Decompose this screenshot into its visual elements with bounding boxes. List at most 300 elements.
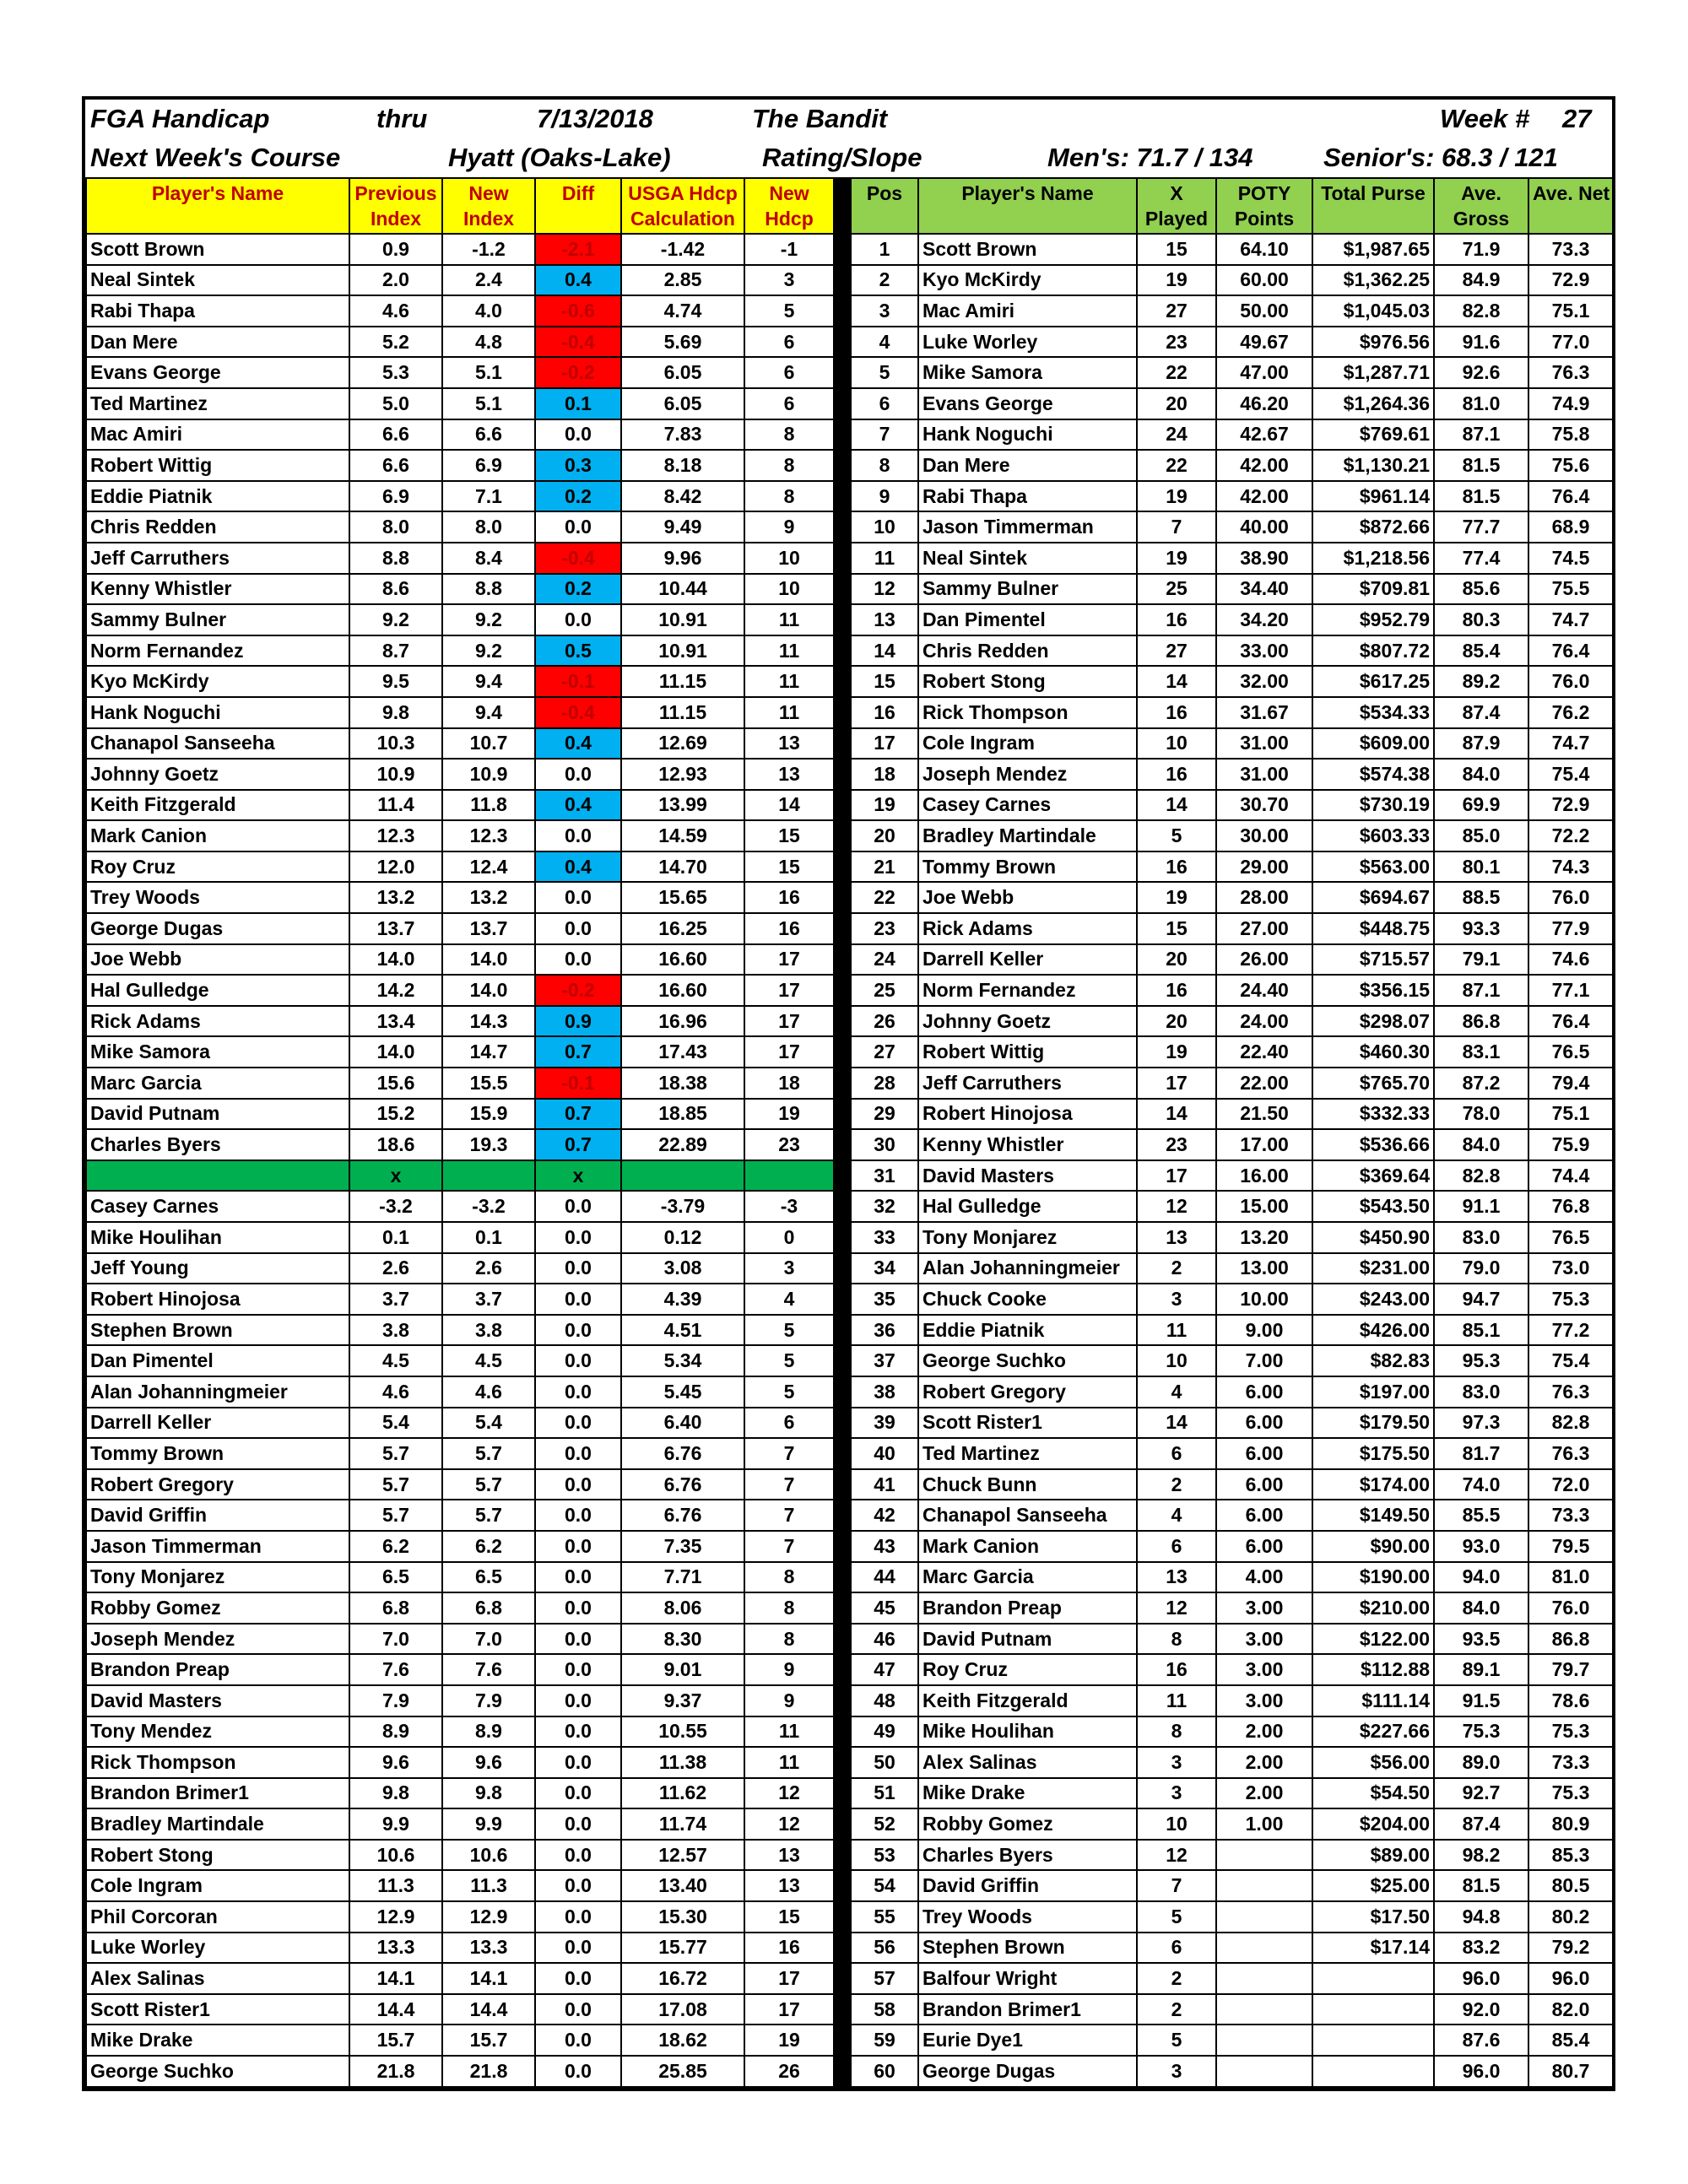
cell-usga-calc: 16.60: [621, 975, 744, 1006]
handicap-sheet: [82, 96, 1615, 2091]
cell-rounds-played: 15: [1137, 913, 1216, 944]
table-row: [86, 882, 1613, 913]
cell-previous-index: 15.2: [349, 1099, 442, 1130]
cell-pos: 35: [851, 1284, 918, 1315]
column-separator: [834, 1099, 851, 1130]
cell-player-name: Scott Brown: [918, 234, 1137, 265]
cell-new-hdcp: 15: [744, 851, 834, 883]
cell-player-name: Kenny Whistler: [86, 574, 349, 605]
column-separator: [834, 1191, 851, 1222]
cell-new-hdcp: 17: [744, 1994, 834, 2025]
cell-avg-gross: 81.7: [1434, 1438, 1528, 1469]
cell-player-name: Chris Redden: [918, 635, 1137, 667]
cell-avg-gross: 91.6: [1434, 327, 1528, 358]
cell-previous-index: 5.7: [349, 1469, 442, 1500]
cell-diff: 0.2: [535, 574, 621, 605]
cell-usga-calc: 6.40: [621, 1408, 744, 1439]
cell-new-hdcp: 8: [744, 1592, 834, 1624]
column-separator: [834, 1994, 851, 2025]
cell-new-index: 14.7: [442, 1036, 535, 1068]
cell-new-hdcp: 16: [744, 882, 834, 913]
cell-player-name: Robert Wittig: [86, 450, 349, 481]
cell-pos: 31: [851, 1160, 918, 1192]
cell-poty-points: 42.67: [1216, 419, 1312, 451]
cell-rounds-played: 3: [1137, 2056, 1216, 2087]
cell-total-purse: $543.50: [1312, 1191, 1434, 1222]
cell-total-purse: $715.57: [1312, 944, 1434, 976]
cell-new-index: 0.1: [442, 1222, 535, 1253]
cell-pos: 53: [851, 1840, 918, 1871]
table-row: [86, 1438, 1613, 1469]
column-separator: [834, 1562, 851, 1593]
cell-previous-index: 6.9: [349, 481, 442, 512]
cell-usga-calc: 6.76: [621, 1469, 744, 1500]
cell-player-name: Dan Mere: [918, 450, 1137, 481]
cell-total-purse: $17.14: [1312, 1933, 1434, 1964]
cell-new-index: 9.9: [442, 1808, 535, 1840]
cell-avg-net: 77.0: [1528, 327, 1613, 358]
cell-avg-net: 75.9: [1528, 1129, 1613, 1160]
cell-new-hdcp: 13: [744, 1840, 834, 1871]
cell-pos: 45: [851, 1592, 918, 1624]
column-separator: [834, 1808, 851, 1840]
col-header-previous-index: Previous Index: [349, 178, 442, 234]
cell-avg-net: 75.6: [1528, 450, 1613, 481]
cell-player-name: Stephen Brown: [918, 1933, 1137, 1964]
cell-rounds-played: 6: [1137, 1438, 1216, 1469]
cell-new-index: 4.5: [442, 1345, 535, 1376]
cell-total-purse: $1,287.71: [1312, 357, 1434, 388]
cell-usga-calc: 5.45: [621, 1376, 744, 1408]
cell-rounds-played: 20: [1137, 944, 1216, 976]
cell-avg-gross: 92.7: [1434, 1778, 1528, 1809]
cell-avg-net: 96.0: [1528, 1963, 1613, 1994]
cell-diff: 0.0: [535, 1840, 621, 1871]
cell-player-name: Robert Stong: [918, 666, 1137, 697]
cell-diff: 0.7: [535, 1099, 621, 1130]
cell-usga-calc: 10.55: [621, 1716, 744, 1748]
cell-total-purse: $952.79: [1312, 604, 1434, 635]
cell-usga-calc: 8.18: [621, 450, 744, 481]
cell-player-name: Hank Noguchi: [86, 697, 349, 728]
table-row: [86, 1315, 1613, 1346]
column-separator: [834, 234, 851, 265]
cell-player-name: George Suchko: [86, 2056, 349, 2087]
table-row: [86, 759, 1613, 790]
cell-player-name: Dan Pimentel: [86, 1345, 349, 1376]
cell-player-name: Bradley Martindale: [918, 820, 1137, 851]
cell-new-hdcp: 9: [744, 1685, 834, 1716]
cell-player-name: Brandon Brimer1: [86, 1778, 349, 1809]
column-separator: [834, 913, 851, 944]
cell-pos: 7: [851, 419, 918, 451]
cell-new-hdcp: 8: [744, 1624, 834, 1655]
cell-player-name: David Griffin: [918, 1870, 1137, 1901]
table-row: [86, 1531, 1613, 1562]
cell-player-name: Rick Thompson: [86, 1747, 349, 1778]
cell-diff: 0.0: [535, 944, 621, 976]
cell-avg-net: 85.4: [1528, 2025, 1613, 2056]
cell-avg-gross: 85.4: [1434, 635, 1528, 667]
cell-pos: 3: [851, 295, 918, 327]
cell-usga-calc: 18.62: [621, 2025, 744, 2056]
cell-player-name: Brandon Preap: [918, 1592, 1137, 1624]
cell-new-hdcp: 6: [744, 388, 834, 419]
cell-rounds-played: 27: [1137, 295, 1216, 327]
col-header-poty: POTY Points: [1216, 178, 1312, 234]
next-course-label: Next Week's Course: [90, 143, 341, 172]
cell-poty-points: 3.00: [1216, 1624, 1312, 1655]
table-row: [86, 1129, 1613, 1160]
cell-diff: 0.0: [535, 1994, 621, 2025]
cell-player-name: Mike Houlihan: [918, 1716, 1137, 1748]
cell-new-hdcp: 3: [744, 1253, 834, 1284]
column-separator: [834, 1129, 851, 1160]
handicap-table: [85, 177, 1614, 2088]
cell-previous-index: 5.0: [349, 388, 442, 419]
cell-player-name: Mac Amiri: [918, 295, 1137, 327]
cell-new-hdcp: 8: [744, 419, 834, 451]
cell-new-index: [442, 1160, 535, 1192]
cell-diff: 0.0: [535, 1963, 621, 1994]
cell-player-name: Alex Salinas: [918, 1747, 1137, 1778]
cell-total-purse: $563.00: [1312, 851, 1434, 883]
cell-diff: -2.1: [535, 234, 621, 265]
cell-diff: 0.0: [535, 1654, 621, 1685]
column-separator: [834, 1006, 851, 1037]
cell-previous-index: 11.4: [349, 790, 442, 821]
cell-total-purse: $534.33: [1312, 697, 1434, 728]
thru-label: thru: [376, 104, 428, 133]
cell-poty-points: 28.00: [1216, 882, 1312, 913]
cell-pos: 54: [851, 1870, 918, 1901]
cell-avg-gross: 71.9: [1434, 234, 1528, 265]
cell-avg-gross: 94.0: [1434, 1562, 1528, 1593]
cell-previous-index: 14.4: [349, 1994, 442, 2025]
cell-player-name: Mac Amiri: [86, 419, 349, 451]
cell-avg-gross: 79.0: [1434, 1253, 1528, 1284]
cell-pos: 41: [851, 1469, 918, 1500]
cell-avg-net: 76.0: [1528, 1592, 1613, 1624]
cell-previous-index: 8.9: [349, 1716, 442, 1748]
cell-player-name: Dan Mere: [86, 327, 349, 358]
column-separator: [834, 1500, 851, 1531]
cell-new-index: 7.1: [442, 481, 535, 512]
cell-player-name: Darrell Keller: [918, 944, 1137, 976]
table-row: [86, 2056, 1613, 2087]
cell-rounds-played: 5: [1137, 820, 1216, 851]
cell-new-index: 19.3: [442, 1129, 535, 1160]
cell-pos: 47: [851, 1654, 918, 1685]
column-separator: [834, 697, 851, 728]
cell-new-index: 3.7: [442, 1284, 535, 1315]
cell-player-name: Robert Hinojosa: [918, 1099, 1137, 1130]
cell-new-index: 7.6: [442, 1654, 535, 1685]
column-separator: [834, 1963, 851, 1994]
cell-new-hdcp: 11: [744, 1716, 834, 1748]
cell-new-index: 14.4: [442, 1994, 535, 2025]
column-separator: [834, 975, 851, 1006]
cell-player-name: Rick Adams: [86, 1006, 349, 1037]
cell-usga-calc: 9.49: [621, 511, 744, 543]
cell-rounds-played: 20: [1137, 1006, 1216, 1037]
cell-poty-points: 3.00: [1216, 1592, 1312, 1624]
cell-total-purse: $448.75: [1312, 913, 1434, 944]
cell-player-name: Chanapol Sanseeha: [86, 728, 349, 760]
cell-pos: 26: [851, 1006, 918, 1037]
table-row: [86, 1469, 1613, 1500]
cell-avg-gross: 77.4: [1434, 543, 1528, 574]
cell-poty-points: 2.00: [1216, 1747, 1312, 1778]
cell-new-index: 9.4: [442, 697, 535, 728]
cell-player-name: Chanapol Sanseeha: [918, 1500, 1137, 1531]
cell-diff: 0.4: [535, 851, 621, 883]
cell-pos: 30: [851, 1129, 918, 1160]
cell-previous-index: 14.2: [349, 975, 442, 1006]
cell-diff: 0.0: [535, 1191, 621, 1222]
cell-new-index: 5.7: [442, 1469, 535, 1500]
cell-new-hdcp: 17: [744, 944, 834, 976]
table-row: [86, 1963, 1613, 1994]
table-row: [86, 1933, 1613, 1964]
cell-new-hdcp: 7: [744, 1469, 834, 1500]
cell-poty-points: [1216, 1994, 1312, 2025]
table-row: [86, 1500, 1613, 1531]
cell-total-purse: $450.90: [1312, 1222, 1434, 1253]
column-separator: [834, 759, 851, 790]
cell-diff: 0.0: [535, 1222, 621, 1253]
cell-avg-gross: 95.3: [1434, 1345, 1528, 1376]
cell-avg-gross: 91.1: [1434, 1191, 1528, 1222]
table-row: [86, 975, 1613, 1006]
cell-avg-gross: 83.0: [1434, 1222, 1528, 1253]
cell-rounds-played: 22: [1137, 450, 1216, 481]
cell-avg-net: 75.3: [1528, 1284, 1613, 1315]
cell-player-name: Tony Monjarez: [918, 1222, 1137, 1253]
cell-new-hdcp: 11: [744, 1747, 834, 1778]
cell-avg-gross: 78.0: [1434, 1099, 1528, 1130]
cell-new-hdcp: 15: [744, 1901, 834, 1933]
column-separator: [834, 1716, 851, 1748]
cell-poty-points: 34.20: [1216, 604, 1312, 635]
cell-pos: 60: [851, 2056, 918, 2087]
cell-player-name: David Griffin: [86, 1500, 349, 1531]
cell-avg-gross: 87.2: [1434, 1068, 1528, 1099]
cell-usga-calc: 5.34: [621, 1345, 744, 1376]
cell-total-purse: [1312, 1994, 1434, 2025]
cell-poty-points: 50.00: [1216, 295, 1312, 327]
cell-new-hdcp: 18: [744, 1068, 834, 1099]
cell-rounds-played: 14: [1137, 666, 1216, 697]
cell-usga-calc: 14.70: [621, 851, 744, 883]
cell-avg-gross: 85.0: [1434, 820, 1528, 851]
cell-avg-net: 80.9: [1528, 1808, 1613, 1840]
cell-previous-index: 11.3: [349, 1870, 442, 1901]
cell-new-index: 15.7: [442, 2025, 535, 2056]
cell-diff: 0.0: [535, 2056, 621, 2087]
cell-player-name: Norm Fernandez: [86, 635, 349, 667]
cell-avg-net: 75.8: [1528, 419, 1613, 451]
cell-previous-index: 13.2: [349, 882, 442, 913]
cell-total-purse: $769.61: [1312, 419, 1434, 451]
cell-player-name: Roy Cruz: [86, 851, 349, 883]
cell-avg-gross: 89.1: [1434, 1654, 1528, 1685]
cell-rounds-played: 4: [1137, 1376, 1216, 1408]
cell-avg-net: 77.1: [1528, 975, 1613, 1006]
cell-usga-calc: 8.06: [621, 1592, 744, 1624]
table-row: [86, 1036, 1613, 1068]
cell-rounds-played: 8: [1137, 1624, 1216, 1655]
column-separator: [834, 1592, 851, 1624]
cell-avg-net: 80.5: [1528, 1870, 1613, 1901]
cell-usga-calc: 22.89: [621, 1129, 744, 1160]
cell-new-hdcp: 7: [744, 1438, 834, 1469]
cell-previous-index: -3.2: [349, 1191, 442, 1222]
cell-pos: 48: [851, 1685, 918, 1716]
cell-player-name: Mark Canion: [918, 1531, 1137, 1562]
cell-new-hdcp: 17: [744, 1963, 834, 1994]
cell-rounds-played: 23: [1137, 1129, 1216, 1160]
mens-rating: Men's: 71.7 / 134: [1047, 143, 1253, 172]
cell-player-name: Mike Drake: [86, 2025, 349, 2056]
cell-player-name: Cole Ingram: [918, 728, 1137, 760]
cell-poty-points: 64.10: [1216, 234, 1312, 265]
table-row: [86, 604, 1613, 635]
table-row: [86, 450, 1613, 481]
cell-total-purse: [1312, 2056, 1434, 2087]
table-row: [86, 913, 1613, 944]
cell-avg-net: 74.7: [1528, 604, 1613, 635]
cell-diff: -0.6: [535, 295, 621, 327]
cell-pos: 46: [851, 1624, 918, 1655]
cell-avg-gross: 87.4: [1434, 1808, 1528, 1840]
cell-usga-calc: 14.59: [621, 820, 744, 851]
cell-rounds-played: 3: [1137, 1747, 1216, 1778]
column-separator: [834, 265, 851, 296]
cell-avg-net: 73.3: [1528, 1747, 1613, 1778]
table-row: [86, 295, 1613, 327]
cell-avg-net: 79.4: [1528, 1068, 1613, 1099]
cell-new-hdcp: 10: [744, 574, 834, 605]
cell-new-index: 4.6: [442, 1376, 535, 1408]
column-separator: [834, 1469, 851, 1500]
cell-diff: 0.7: [535, 1129, 621, 1160]
cell-pos: 38: [851, 1376, 918, 1408]
cell-usga-calc: 11.15: [621, 697, 744, 728]
cell-diff: 0.5: [535, 635, 621, 667]
cell-new-index: 10.9: [442, 759, 535, 790]
cell-new-index: 8.9: [442, 1716, 535, 1748]
cell-previous-index: 14.0: [349, 944, 442, 976]
cell-pos: 9: [851, 481, 918, 512]
cell-usga-calc: 10.44: [621, 574, 744, 605]
cell-new-hdcp: 19: [744, 1099, 834, 1130]
cell-diff: -0.2: [535, 357, 621, 388]
cell-rounds-played: 19: [1137, 882, 1216, 913]
cell-total-purse: $603.33: [1312, 820, 1434, 851]
column-separator: [834, 1901, 851, 1933]
cell-rounds-played: 4: [1137, 1500, 1216, 1531]
cell-new-index: 10.7: [442, 728, 535, 760]
cell-avg-gross: 87.9: [1434, 728, 1528, 760]
cell-diff: -0.4: [535, 543, 621, 574]
cell-previous-index: 10.9: [349, 759, 442, 790]
cell-avg-gross: 81.5: [1434, 481, 1528, 512]
column-separator: [834, 1933, 851, 1964]
cell-avg-gross: 94.8: [1434, 1901, 1528, 1933]
cell-diff: 0.0: [535, 511, 621, 543]
cell-poty-points: 26.00: [1216, 944, 1312, 976]
cell-rounds-played: 16: [1137, 1654, 1216, 1685]
cell-avg-net: 85.3: [1528, 1840, 1613, 1871]
cell-avg-net: 78.6: [1528, 1685, 1613, 1716]
column-separator: [834, 1531, 851, 1562]
column-separator: [834, 1284, 851, 1315]
cell-player-name: Mark Canion: [86, 820, 349, 851]
cell-total-purse: $56.00: [1312, 1747, 1434, 1778]
cell-usga-calc: 11.74: [621, 1808, 744, 1840]
cell-new-index: 9.8: [442, 1778, 535, 1809]
cell-player-name: Mike Samora: [86, 1036, 349, 1068]
cell-usga-calc: 12.69: [621, 728, 744, 760]
cell-avg-net: 76.8: [1528, 1191, 1613, 1222]
cell-avg-net: 76.4: [1528, 481, 1613, 512]
cell-poty-points: [1216, 2025, 1312, 2056]
cell-poty-points: 38.90: [1216, 543, 1312, 574]
cell-previous-index: 2.0: [349, 265, 442, 296]
cell-rounds-played: 2: [1137, 1994, 1216, 2025]
cell-rounds-played: 16: [1137, 759, 1216, 790]
cell-avg-gross: 87.1: [1434, 975, 1528, 1006]
cell-player-name: Trey Woods: [918, 1901, 1137, 1933]
table-row: [86, 543, 1613, 574]
cell-player-name: Trey Woods: [86, 882, 349, 913]
cell-player-name: Chuck Cooke: [918, 1284, 1137, 1315]
cell-avg-gross: 74.0: [1434, 1469, 1528, 1500]
cell-pos: 15: [851, 666, 918, 697]
cell-avg-gross: 84.0: [1434, 1592, 1528, 1624]
table-row: [86, 666, 1613, 697]
cell-player-name: Cole Ingram: [86, 1870, 349, 1901]
cell-diff: 0.0: [535, 1315, 621, 1346]
cell-avg-gross: 86.8: [1434, 1006, 1528, 1037]
cell-new-index: -3.2: [442, 1191, 535, 1222]
cell-player-name: David Masters: [86, 1685, 349, 1716]
cell-poty-points: 24.40: [1216, 975, 1312, 1006]
cell-poty-points: 22.00: [1216, 1068, 1312, 1099]
cell-avg-net: 76.3: [1528, 1438, 1613, 1469]
cell-player-name: Eddie Piatnik: [918, 1315, 1137, 1346]
cell-usga-calc: 8.42: [621, 481, 744, 512]
cell-new-index: 5.1: [442, 388, 535, 419]
table-row: [86, 327, 1613, 358]
cell-new-index: 8.8: [442, 574, 535, 605]
cell-diff: 0.3: [535, 450, 621, 481]
cell-pos: 39: [851, 1408, 918, 1439]
cell-avg-net: 74.6: [1528, 944, 1613, 976]
cell-player-name: Jason Timmerman: [918, 511, 1137, 543]
cell-previous-index: 14.1: [349, 1963, 442, 1994]
cell-pos: 5: [851, 357, 918, 388]
cell-avg-gross: 75.3: [1434, 1716, 1528, 1748]
cell-poty-points: 24.00: [1216, 1006, 1312, 1037]
cell-diff: 0.0: [535, 1933, 621, 1964]
cell-avg-net: 72.0: [1528, 1469, 1613, 1500]
cell-pos: 55: [851, 1901, 918, 1933]
cell-rounds-played: 12: [1137, 1840, 1216, 1871]
table-row: [86, 820, 1613, 851]
cell-avg-net: 79.7: [1528, 1654, 1613, 1685]
